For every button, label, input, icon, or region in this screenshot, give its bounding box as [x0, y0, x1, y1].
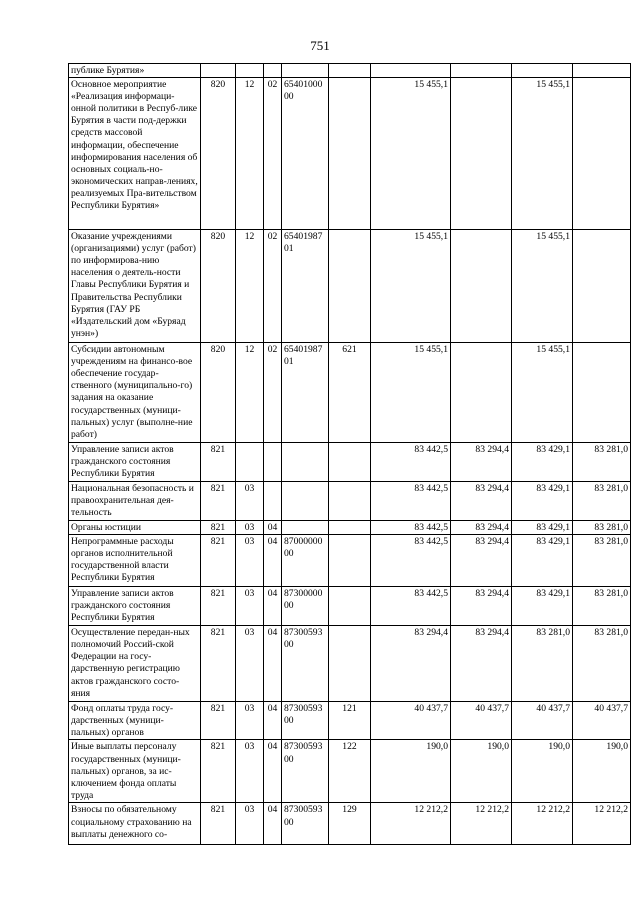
- expense-type-cell: [329, 443, 371, 482]
- section-code-cell: 03: [236, 803, 264, 845]
- budget-table: [68, 63, 631, 845]
- expense-type-cell: [329, 587, 371, 626]
- amount-1-cell: 12 212,2: [371, 803, 451, 845]
- ministry-code-cell: 821: [201, 702, 236, 740]
- amount-1-cell: 83 442,5: [371, 443, 451, 482]
- amount-3-cell: 83 429,1: [512, 587, 573, 626]
- amount-1-cell: 83 442,5: [371, 482, 451, 521]
- amount-3-cell: 15 455,1: [512, 343, 573, 443]
- amount-3-cell: 40 437,7: [512, 702, 573, 740]
- target-article-cell: [282, 521, 329, 535]
- row-name-cell: Национальная безопасность и правоохранительная дея-тельность: [69, 482, 201, 521]
- section-code-cell: 03: [236, 626, 264, 702]
- amount-4-cell: 83 281,0: [573, 626, 631, 702]
- row-name-cell: публике Бурятия»: [69, 64, 201, 78]
- subsection-code-cell: 02: [264, 343, 282, 443]
- ministry-code-cell: 821: [201, 587, 236, 626]
- ministry-code-cell: 821: [201, 521, 236, 535]
- amount-4-cell: [573, 64, 631, 78]
- table-row: [69, 78, 631, 230]
- expense-type-cell: 129: [329, 803, 371, 845]
- amount-1-cell: [371, 64, 451, 78]
- amount-4-cell: 83 281,0: [573, 587, 631, 626]
- ministry-code-cell: 821: [201, 535, 236, 587]
- subsection-code-cell: 02: [264, 78, 282, 230]
- subsection-code-cell: 04: [264, 521, 282, 535]
- subsection-code-cell: 04: [264, 626, 282, 702]
- amount-3-cell: 83 281,0: [512, 626, 573, 702]
- row-name-cell: Органы юстиции: [69, 521, 201, 535]
- amount-1-cell: 83 442,5: [371, 587, 451, 626]
- expense-type-cell: [329, 521, 371, 535]
- amount-4-cell: 83 281,0: [573, 521, 631, 535]
- amount-4-cell: [573, 343, 631, 443]
- row-name-cell: Субсидии автономным учреждениям на финансо-вое обеспечение государ-ственного (муниципально-го) задания на оказание государственных (муници-пальных) услуг (выполне-ние работ): [69, 343, 201, 443]
- amount-2-cell: [451, 343, 512, 443]
- ministry-code-cell: 820: [201, 78, 236, 230]
- section-code-cell: 12: [236, 343, 264, 443]
- amount-2-cell: 83 294,4: [451, 521, 512, 535]
- row-name-cell: Фонд оплаты труда госу-дарственных (муници-пальных) органов: [69, 702, 201, 740]
- amount-2-cell: 83 294,4: [451, 626, 512, 702]
- ministry-code-cell: 821: [201, 626, 236, 702]
- amount-2-cell: 40 437,7: [451, 702, 512, 740]
- row-name-cell: Осуществление передан-ных полномочий Россий-ской Федерации на госу-дарственную регистрацию актов гражданского состо-яния: [69, 626, 201, 702]
- target-article-cell: 6540100000: [282, 78, 329, 230]
- amount-3-cell: 83 429,1: [512, 535, 573, 587]
- amount-2-cell: 190,0: [451, 740, 512, 803]
- row-name-cell: Непрограммные расходы органов исполнительной государственной власти Республики Бурятия: [69, 535, 201, 587]
- table-row: [69, 230, 631, 343]
- amount-4-cell: 12 212,2: [573, 803, 631, 845]
- section-code-cell: 12: [236, 230, 264, 343]
- amount-4-cell: 83 281,0: [573, 535, 631, 587]
- target-article-cell: [282, 64, 329, 78]
- section-code-cell: 03: [236, 482, 264, 521]
- table-row: [69, 343, 631, 443]
- table-row: [69, 521, 631, 535]
- amount-2-cell: 83 294,4: [451, 587, 512, 626]
- amount-4-cell: [573, 230, 631, 343]
- subsection-code-cell: 04: [264, 587, 282, 626]
- amount-2-cell: [451, 78, 512, 230]
- row-name-cell: Взносы по обязательному социальному страхованию на выплаты денежного со-: [69, 803, 201, 845]
- ministry-code-cell: 821: [201, 443, 236, 482]
- target-article-cell: 8730000000: [282, 587, 329, 626]
- amount-3-cell: 15 455,1: [512, 78, 573, 230]
- subsection-code-cell: [264, 64, 282, 78]
- amount-1-cell: 83 442,5: [371, 521, 451, 535]
- row-name-cell: Основное мероприятие «Реализация информаци-онной политики в Респуб-лике Бурятия в части под-держки средств массовой информации, обеспечение информирования населения об основных социаль-но-экономических направ-лениях, реализуемых Пра-вительством Республики Бурятия»: [69, 78, 201, 230]
- table-row: [69, 740, 631, 803]
- ministry-code-cell: 821: [201, 803, 236, 845]
- amount-2-cell: [451, 64, 512, 78]
- amount-2-cell: 83 294,4: [451, 535, 512, 587]
- subsection-code-cell: [264, 443, 282, 482]
- ministry-code-cell: 820: [201, 343, 236, 443]
- amount-2-cell: 12 212,2: [451, 803, 512, 845]
- amount-1-cell: 15 455,1: [371, 343, 451, 443]
- section-code-cell: [236, 64, 264, 78]
- ministry-code-cell: 821: [201, 482, 236, 521]
- amount-1-cell: 15 455,1: [371, 230, 451, 343]
- amount-3-cell: 12 212,2: [512, 803, 573, 845]
- table-row: [69, 587, 631, 626]
- target-article-cell: 8730059300: [282, 702, 329, 740]
- target-article-cell: 8730059300: [282, 803, 329, 845]
- table-row: [69, 443, 631, 482]
- page-number: 751: [310, 38, 330, 53]
- section-code-cell: 03: [236, 521, 264, 535]
- amount-4-cell: 83 281,0: [573, 482, 631, 521]
- amount-2-cell: 83 294,4: [451, 482, 512, 521]
- expense-type-cell: 122: [329, 740, 371, 803]
- table-row: [69, 535, 631, 587]
- amount-4-cell: 190,0: [573, 740, 631, 803]
- expense-type-cell: [329, 230, 371, 343]
- subsection-code-cell: [264, 482, 282, 521]
- amount-3-cell: 190,0: [512, 740, 573, 803]
- amount-3-cell: [512, 64, 573, 78]
- amount-1-cell: 15 455,1: [371, 78, 451, 230]
- target-article-cell: [282, 443, 329, 482]
- table-row: [69, 482, 631, 521]
- row-name-cell: Оказание учреждениями (организациями) услуг (работ) по информирова-нию населения о деятель-ности Главы Республики Бурятия и Правительства Республики Бурятия (ГАУ РБ «Издательский дом «Буряад унэн»): [69, 230, 201, 343]
- amount-1-cell: 190,0: [371, 740, 451, 803]
- row-name-cell: Управление записи актов гражданского состояния Республики Бурятия: [69, 587, 201, 626]
- amount-3-cell: 83 429,1: [512, 482, 573, 521]
- ministry-code-cell: [201, 64, 236, 78]
- expense-type-cell: 121: [329, 702, 371, 740]
- expense-type-cell: [329, 78, 371, 230]
- target-article-cell: 8730059300: [282, 626, 329, 702]
- table-row: [69, 803, 631, 845]
- amount-4-cell: 83 281,0: [573, 443, 631, 482]
- target-article-cell: 6540198701: [282, 343, 329, 443]
- target-article-cell: 8700000000: [282, 535, 329, 587]
- section-code-cell: 03: [236, 702, 264, 740]
- amount-2-cell: 83 294,4: [451, 443, 512, 482]
- target-article-cell: 8730059300: [282, 740, 329, 803]
- amount-3-cell: 15 455,1: [512, 230, 573, 343]
- subsection-code-cell: 04: [264, 740, 282, 803]
- target-article-cell: 6540198701: [282, 230, 329, 343]
- subsection-code-cell: 04: [264, 535, 282, 587]
- section-code-cell: 03: [236, 740, 264, 803]
- amount-1-cell: 83 442,5: [371, 535, 451, 587]
- amount-3-cell: 83 429,1: [512, 521, 573, 535]
- expense-type-cell: [329, 64, 371, 78]
- target-article-cell: [282, 482, 329, 521]
- subsection-code-cell: 02: [264, 230, 282, 343]
- table-row: [69, 626, 631, 702]
- expense-type-cell: 621: [329, 343, 371, 443]
- expense-type-cell: [329, 626, 371, 702]
- amount-1-cell: 40 437,7: [371, 702, 451, 740]
- section-code-cell: 03: [236, 535, 264, 587]
- amount-4-cell: 40 437,7: [573, 702, 631, 740]
- section-code-cell: [236, 443, 264, 482]
- row-name-cell: Управление записи актов гражданского состояния Республики Бурятия: [69, 443, 201, 482]
- amount-3-cell: 83 429,1: [512, 443, 573, 482]
- amount-2-cell: [451, 230, 512, 343]
- ministry-code-cell: 820: [201, 230, 236, 343]
- expense-type-cell: [329, 482, 371, 521]
- ministry-code-cell: 821: [201, 740, 236, 803]
- section-code-cell: 12: [236, 78, 264, 230]
- table-row: [69, 702, 631, 740]
- subsection-code-cell: 04: [264, 803, 282, 845]
- table-row: [69, 64, 631, 78]
- amount-4-cell: [573, 78, 631, 230]
- subsection-code-cell: 04: [264, 702, 282, 740]
- section-code-cell: 03: [236, 587, 264, 626]
- amount-1-cell: 83 294,4: [371, 626, 451, 702]
- expense-type-cell: [329, 535, 371, 587]
- row-name-cell: Иные выплаты персоналу государственных (муници-пальных) органов, за ис-ключением фонда оплаты труда: [69, 740, 201, 803]
